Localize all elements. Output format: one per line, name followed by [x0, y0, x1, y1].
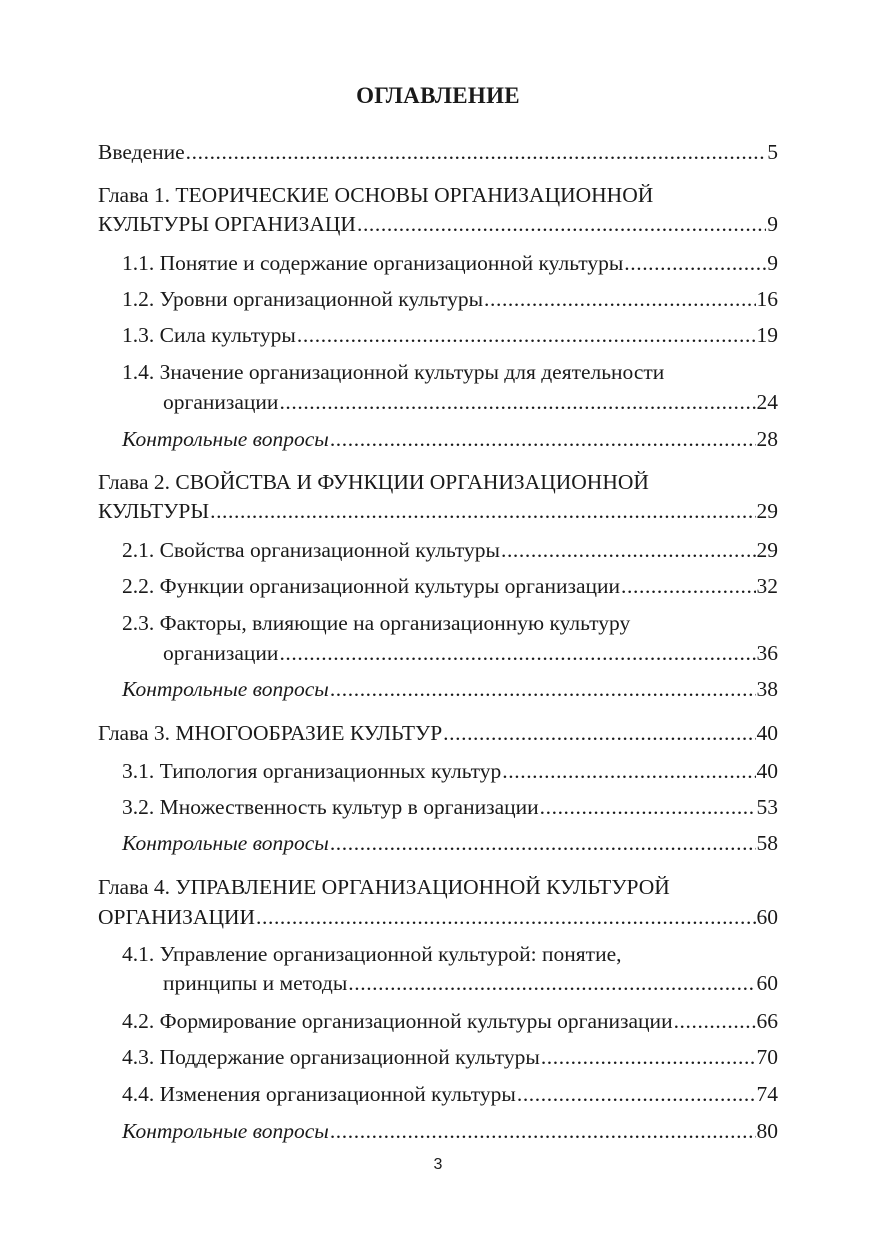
toc-page-number: 60 — [756, 971, 778, 995]
toc-page-number: 29 — [756, 499, 778, 523]
toc-page-number: 29 — [756, 538, 778, 562]
toc-page-number: 36 — [756, 641, 778, 665]
toc-page-number: 24 — [756, 390, 778, 414]
toc-entry-label: 3.1. Типология организационных культур — [122, 759, 502, 783]
toc-entry-label: Глава 3. МНОГООБРАЗИЕ КУЛЬТУР — [98, 721, 443, 745]
chapter-2-questions-entry[interactable] — [122, 675, 778, 703]
toc-page-number: 58 — [756, 831, 778, 855]
toc-entry-intro[interactable] — [98, 138, 778, 166]
dot-leader — [279, 639, 755, 667]
section-2-2-entry[interactable] — [122, 572, 778, 600]
section-4-4-entry[interactable] — [122, 1080, 778, 1108]
toc-page-number: 38 — [756, 677, 778, 701]
section-4-1-heading[interactable]: 4.1. Управление организационной культурой: понятие, — [122, 942, 622, 966]
dot-leader — [330, 425, 756, 453]
dot-leader — [484, 285, 755, 313]
chapter-1-entry[interactable] — [98, 210, 778, 238]
dot-leader — [348, 969, 755, 997]
toc-page-number: 19 — [756, 323, 778, 347]
toc-page-number: 9 — [767, 251, 778, 275]
toc-entry-label: КУЛЬТУРЫ — [98, 499, 210, 523]
toc-entry-label: Контрольные вопросы — [122, 677, 329, 701]
toc-entry-label: ОРГАНИЗАЦИИ — [98, 905, 256, 929]
toc-entry-label: 4.2. Формирование организационной культуры организации — [122, 1009, 673, 1033]
toc-entry-label: 3.2. Множественность культур в организации — [122, 795, 539, 819]
chapter-4-heading[interactable]: Глава 4. УПРАВЛЕНИЕ ОРГАНИЗАЦИОННОЙ КУЛЬТУРОЙ — [98, 875, 670, 899]
toc-entry-label: Контрольные вопросы — [122, 831, 329, 855]
toc-page-number: 60 — [756, 905, 778, 929]
dot-leader — [443, 719, 755, 747]
toc-page-number: 74 — [756, 1082, 778, 1106]
section-3-1-entry[interactable] — [122, 757, 778, 785]
section-1-1-entry[interactable] — [122, 249, 778, 277]
page-title: ОГЛАВЛЕНИЕ — [356, 83, 520, 108]
toc-entry-label: 1.2. Уровни организационной культуры — [122, 287, 484, 311]
toc-entry-label: 4.3. Поддержание организационной культуры — [122, 1045, 540, 1069]
dot-leader — [540, 793, 756, 821]
dot-leader — [357, 210, 766, 238]
dot-leader — [186, 138, 767, 166]
toc-page-number: 28 — [756, 427, 778, 451]
chapter-1-questions-entry[interactable] — [122, 425, 778, 453]
toc-entry-label: принципы и методы — [163, 971, 348, 995]
toc-entry-label: Контрольные вопросы — [122, 427, 329, 451]
dot-leader — [210, 497, 755, 525]
toc-entry-label: 2.1. Свойства организационной культуры — [122, 538, 500, 562]
toc-entry-label: Контрольные вопросы — [122, 1119, 329, 1143]
toc-entry-label: КУЛЬТУРЫ ОРГАНИЗАЦИ — [98, 212, 356, 236]
toc-page-number: 9 — [767, 212, 778, 236]
section-3-2-entry[interactable] — [122, 793, 778, 821]
page-number: 3 — [433, 1156, 443, 1173]
section-1-2-entry[interactable] — [122, 285, 778, 313]
toc-page-number: 40 — [756, 721, 778, 745]
toc-entry-label: организации — [163, 641, 279, 665]
dot-leader — [674, 1007, 756, 1035]
chapter-3-questions-entry[interactable] — [122, 829, 778, 857]
section-1-3-entry[interactable] — [122, 321, 778, 349]
chapter-4-entry[interactable] — [98, 903, 778, 931]
toc-page-number: 66 — [756, 1009, 778, 1033]
chapter-3-entry[interactable] — [98, 719, 778, 747]
toc-entry-label: Введение — [98, 140, 185, 164]
dot-leader — [330, 675, 756, 703]
toc-page-number: 5 — [767, 140, 778, 164]
chapter-2-heading[interactable]: Глава 2. СВОЙСТВА И ФУНКЦИИ ОРГАНИЗАЦИОННОЙ — [98, 470, 649, 494]
section-4-1-entry[interactable] — [163, 969, 778, 997]
dot-leader — [279, 388, 755, 416]
dot-leader — [297, 321, 756, 349]
toc-entry-label: 1.1. Понятие и содержание организационной культуры — [122, 251, 624, 275]
toc-page-number: 53 — [756, 795, 778, 819]
toc-page-number: 70 — [756, 1045, 778, 1069]
toc-page-number: 80 — [756, 1119, 778, 1143]
dot-leader — [330, 829, 756, 857]
toc-entry-label: 4.4. Изменения организационной культуры — [122, 1082, 516, 1106]
toc-entry-label: 1.3. Сила культуры — [122, 323, 296, 347]
toc-page-number: 32 — [756, 574, 778, 598]
section-2-1-entry[interactable] — [122, 536, 778, 564]
toc-entry-label: организации — [163, 390, 279, 414]
dot-leader — [502, 757, 755, 785]
dot-leader — [541, 1043, 756, 1071]
dot-leader — [624, 249, 766, 277]
dot-leader — [330, 1117, 756, 1145]
dot-leader — [517, 1080, 756, 1108]
section-1-4-heading[interactable]: 1.4. Значение организационной культуры для деятельности — [122, 360, 665, 384]
toc-entry-label: 2.2. Функции организационной культуры организации — [122, 574, 621, 598]
section-2-3-entry[interactable] — [163, 639, 778, 667]
toc-page-number: 16 — [756, 287, 778, 311]
dot-leader — [621, 572, 755, 600]
section-2-3-heading[interactable]: 2.3. Факторы, влияющие на организационную культуру — [122, 611, 631, 635]
section-4-3-entry[interactable] — [122, 1043, 778, 1071]
chapter-2-entry[interactable] — [98, 497, 778, 525]
chapter-1-heading[interactable]: Глава 1. ТЕОРИЧЕСКИЕ ОСНОВЫ ОРГАНИЗАЦИОННОЙ — [98, 183, 654, 207]
chapter-4-questions-entry[interactable] — [122, 1117, 778, 1145]
section-4-2-entry[interactable] — [122, 1007, 778, 1035]
dot-leader — [256, 903, 755, 931]
toc-page-number: 40 — [756, 759, 778, 783]
section-1-4-entry[interactable] — [163, 388, 778, 416]
dot-leader — [501, 536, 756, 564]
